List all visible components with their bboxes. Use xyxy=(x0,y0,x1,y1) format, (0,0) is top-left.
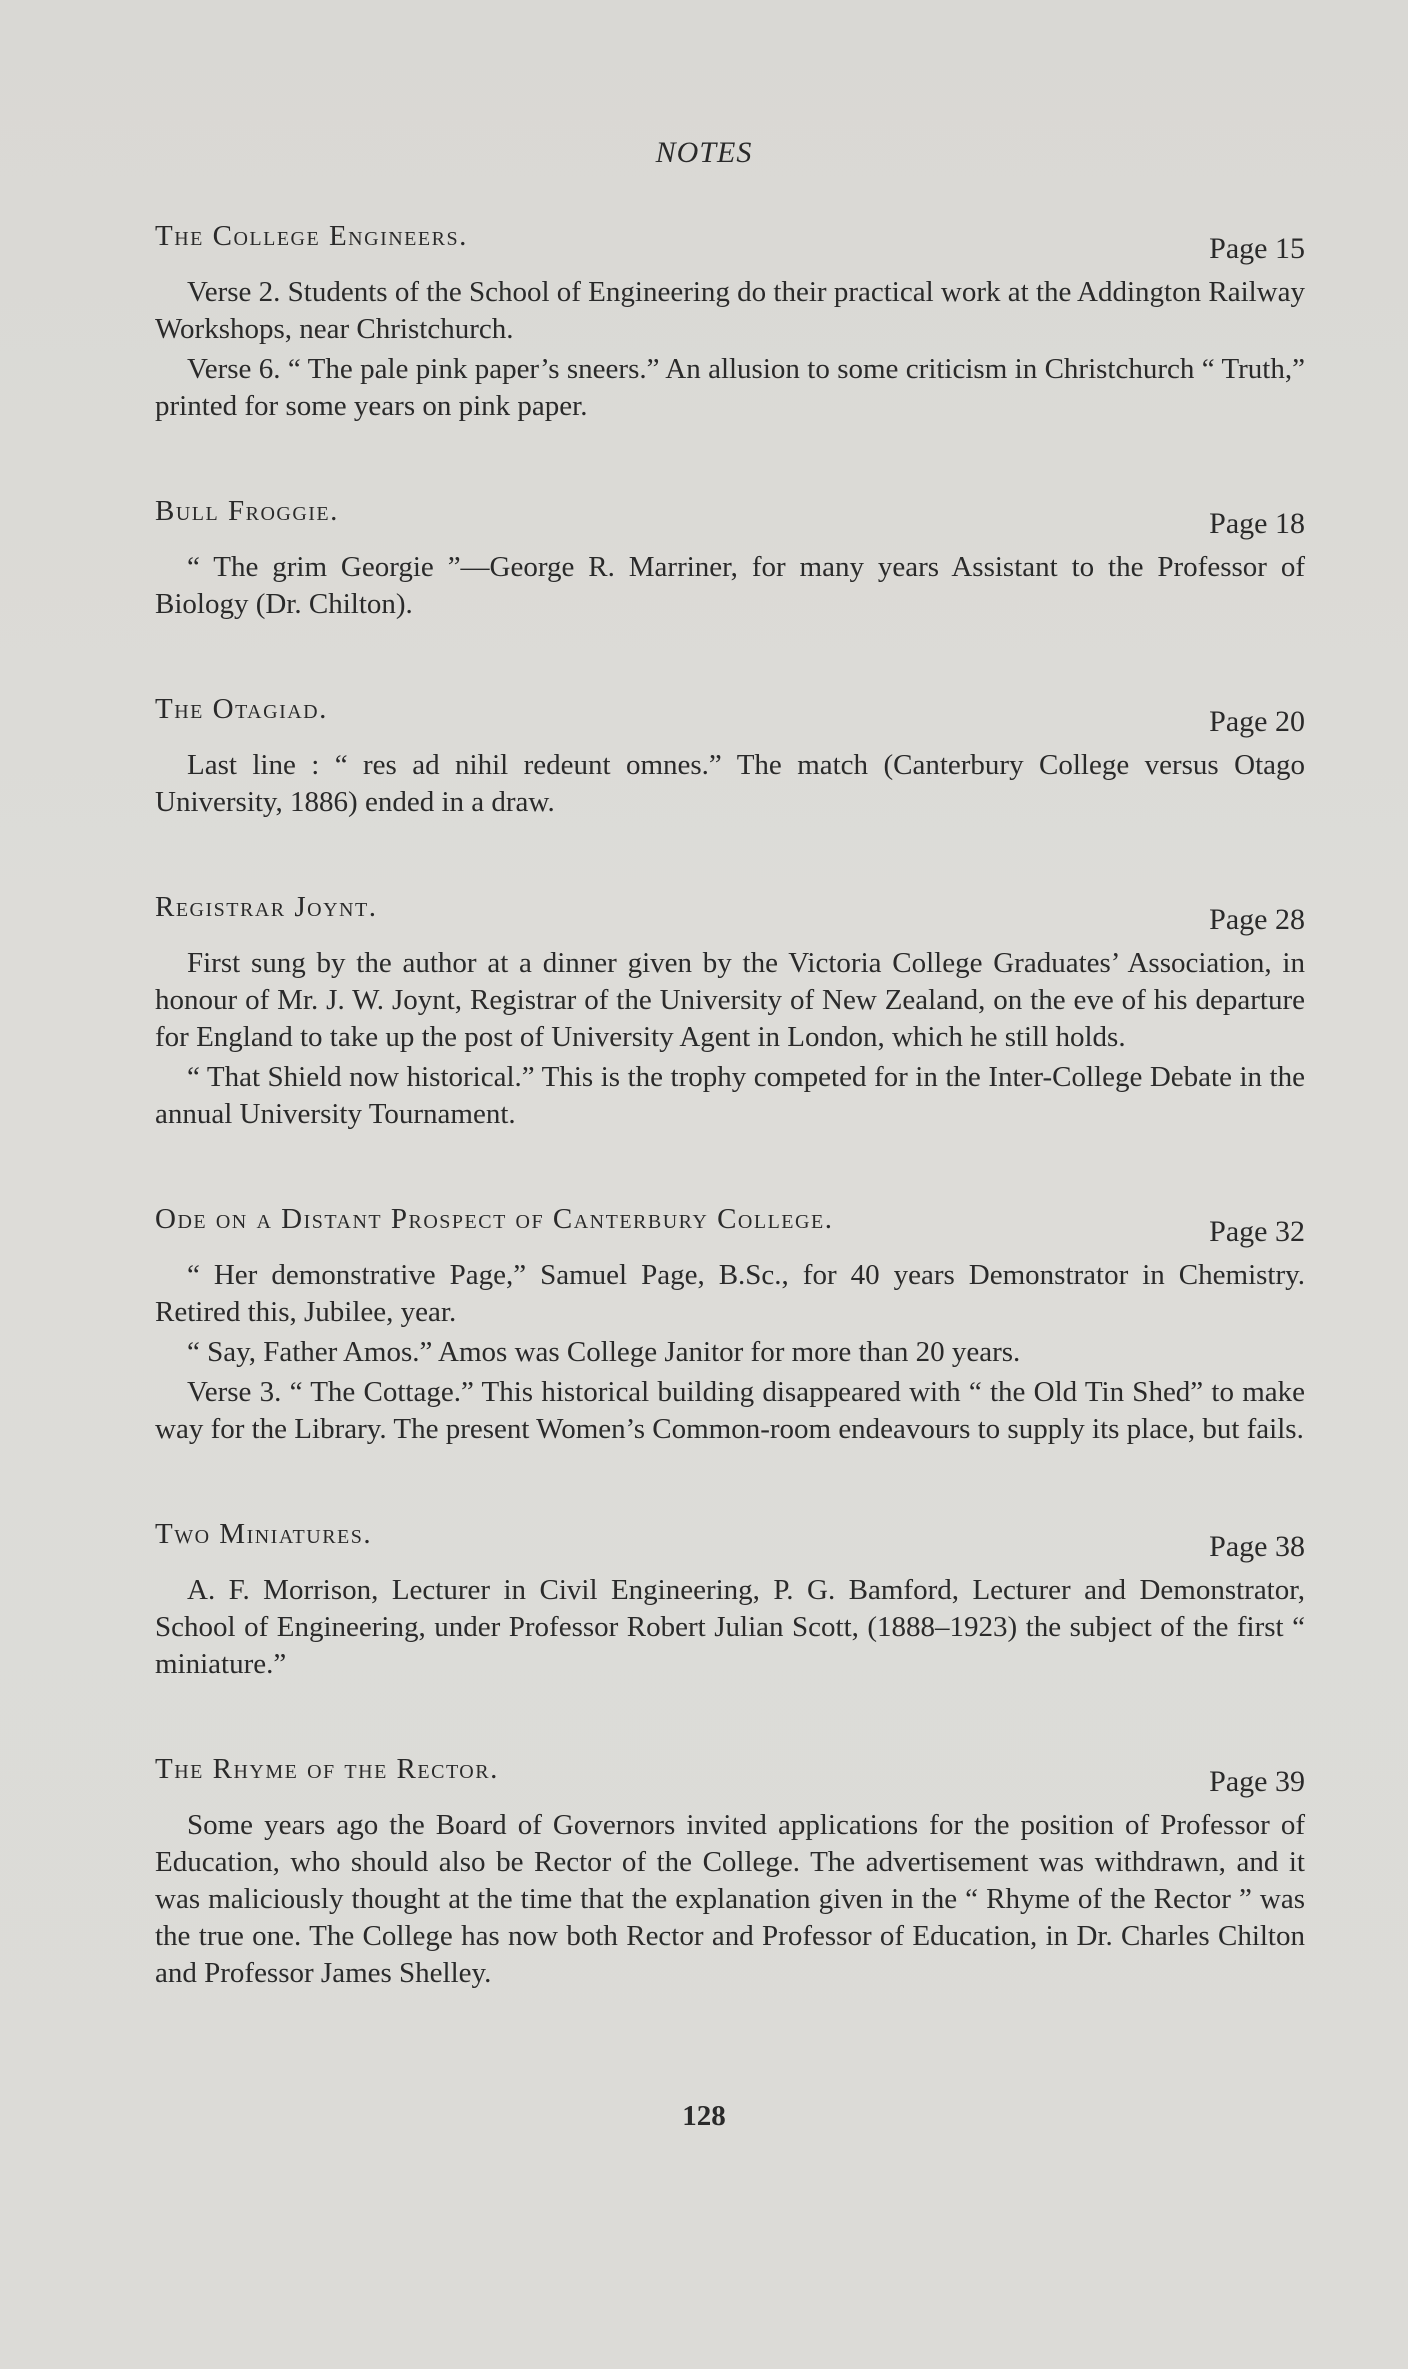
note-title: The Rhyme of the Rector. xyxy=(155,1753,499,1785)
note-title: The Otagiad. xyxy=(155,693,328,725)
page-heading: NOTES xyxy=(655,136,753,169)
note-paragraph: Verse 3. “ The Cottage.” This historical building disappeared with “ the Old Tin Shed” to make way for the Library. The present Women’s Common-room endeavours to supply its place, but fails. xyxy=(155,1376,1305,1445)
note-page-ref: Page 20 xyxy=(1209,705,1305,738)
note-paragraph: A. F. Morrison, Lecturer in Civil Engineering, P. G. Bamford, Lecturer and Demonstrator, School of Engineering, under Professor Robert Julian Scott, (1888–1923) the subject of the first “ miniature.” xyxy=(155,1574,1305,1680)
note-entry xyxy=(155,495,1305,623)
note-header xyxy=(155,1518,1305,1564)
note-paragraph: Verse 6. “ The pale pink paper’s sneers.” An allusion to some criticism in Christchurch “ Truth,” printed for some years on pink paper. xyxy=(155,353,1305,422)
note-entry xyxy=(155,220,1305,425)
note-entry xyxy=(155,1203,1305,1448)
note-header xyxy=(155,891,1305,937)
note-paragraph: “ The grim Georgie ”—George R. Marriner, for many years Assistant to the Professor of Biology (Dr. Chilton). xyxy=(155,551,1305,620)
note-entry xyxy=(155,1518,1305,1683)
note-page-ref: Page 38 xyxy=(1209,1530,1305,1563)
note-entry xyxy=(155,1753,1305,1992)
note-paragraph: Verse 2. Students of the School of Engineering do their practical work at the Addington Railway Workshops, near Christchurch. xyxy=(155,276,1305,345)
note-paragraph: First sung by the author at a dinner given by the Victoria College Graduates’ Association, in honour of Mr. J. W. Joynt, Registrar of the University of New Zealand, on the eve of his departure for England to take up the post of University Agent in London, which he still holds. xyxy=(155,947,1305,1053)
note-header xyxy=(155,220,1305,266)
note-paragraph: “ That Shield now historical.” This is the trophy competed for in the Inter-College Debate in the annual University Tournament. xyxy=(155,1061,1305,1130)
note-header xyxy=(155,693,1305,739)
note-paragraph: “ Her demonstrative Page,” Samuel Page, B.Sc., for 40 years Demonstrator in Chemistry. Retired this, Jubilee, year. xyxy=(155,1259,1305,1328)
note-header xyxy=(155,495,1305,541)
note-title: The College Engineers. xyxy=(155,220,468,252)
note-header xyxy=(155,1203,1305,1249)
note-paragraph: “ Say, Father Amos.” Amos was College Janitor for more than 20 years. xyxy=(187,1336,1021,1368)
notes-list xyxy=(155,220,1305,2062)
note-title: Two Miniatures. xyxy=(155,1518,373,1550)
note-header xyxy=(155,1753,1305,1799)
note-title: Registrar Joynt. xyxy=(155,891,378,923)
page-number: 128 xyxy=(682,2100,726,2132)
note-paragraph: Some years ago the Board of Governors invited applications for the position of Professor of Education, who should also be Rector of the College. The advertisement was withdrawn, and it was maliciously thought at the time that the explanation given in the “ Rhyme of the Rector ” was the true one. The College has now both Rector and Professor of Education, in Dr. Charles Chilton and Professor James Shelley. xyxy=(155,1809,1305,1989)
note-page-ref: Page 32 xyxy=(1209,1215,1305,1248)
note-entry xyxy=(155,693,1305,821)
note-page-ref: Page 15 xyxy=(1209,232,1305,265)
note-page-ref: Page 39 xyxy=(1209,1765,1305,1798)
note-page-ref: Page 18 xyxy=(1209,507,1305,540)
note-entry xyxy=(155,891,1305,1133)
note-title: Ode on a Distant Prospect of Canterbury College. xyxy=(155,1203,834,1235)
note-title: Bull Froggie. xyxy=(155,495,339,527)
note-page-ref: Page 28 xyxy=(1209,903,1305,936)
note-paragraph: Last line : “ res ad nihil redeunt omnes.” The match (Canterbury College versus Otago University, 1886) ended in a draw. xyxy=(155,749,1305,818)
